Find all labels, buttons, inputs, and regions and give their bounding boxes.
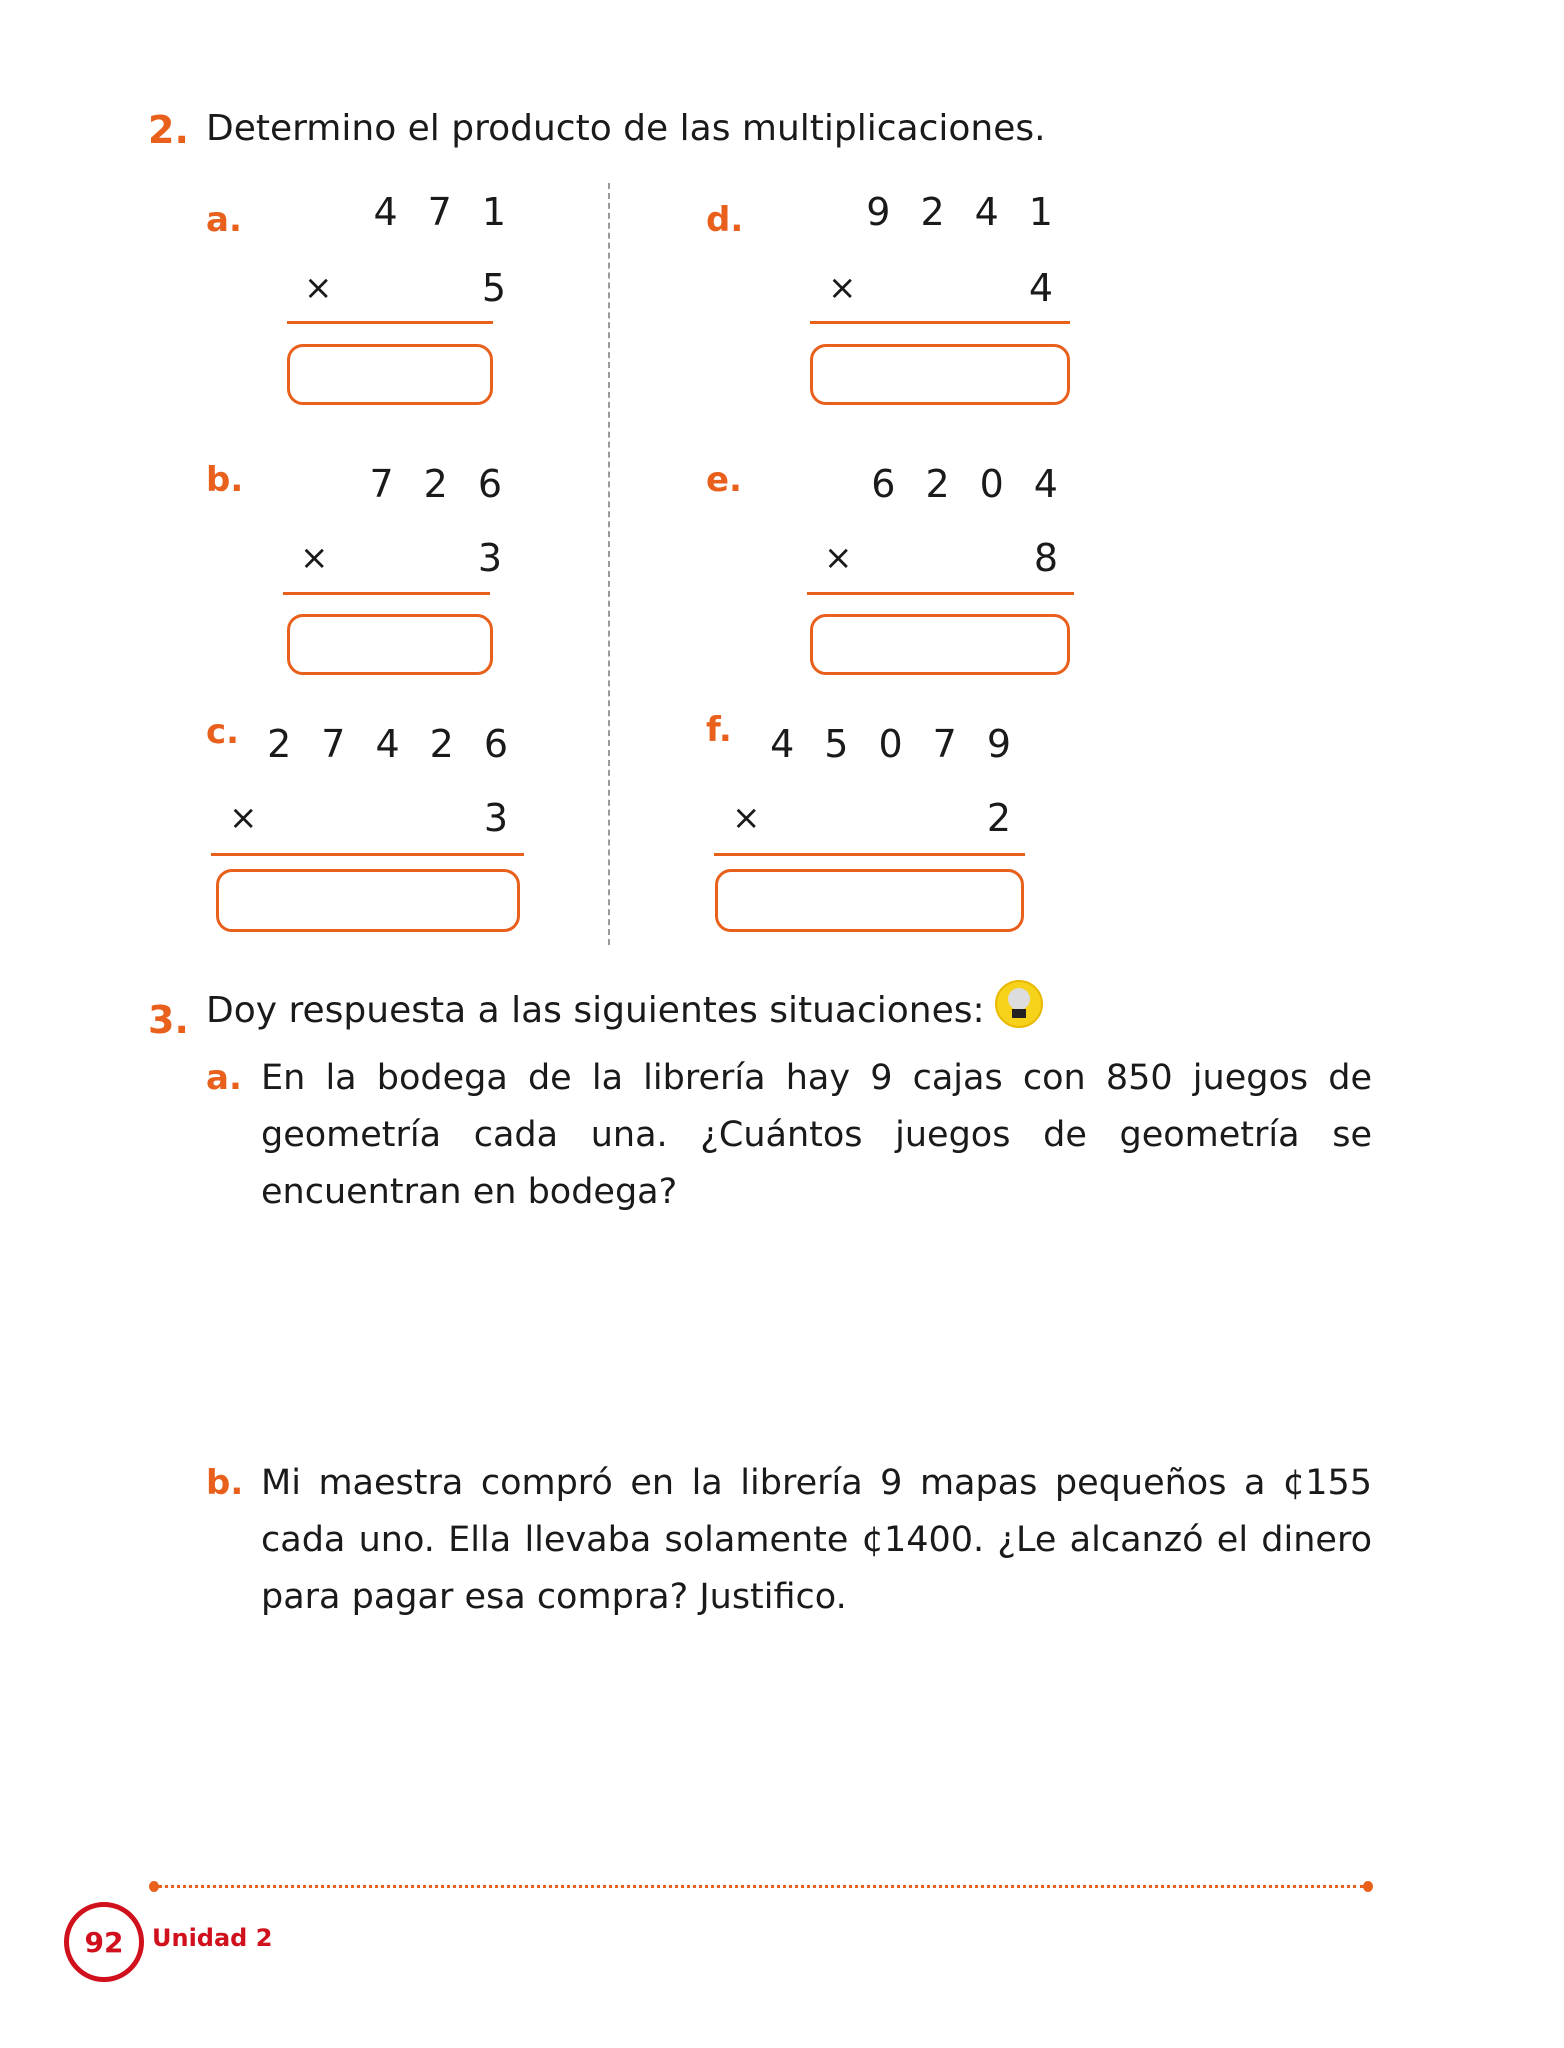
multiplier: 3 [483, 796, 538, 840]
lightbulb-icon [995, 980, 1043, 1028]
times-sign: × [304, 268, 333, 308]
multiplicand: 471 [373, 190, 536, 234]
answer-box[interactable] [715, 869, 1024, 932]
problem-label: d. [706, 200, 744, 240]
multiplicand: 6204 [871, 462, 1088, 506]
sum-line [810, 321, 1070, 324]
sum-line [287, 321, 493, 324]
item-label: a. [206, 1058, 242, 1098]
page-number-badge [64, 1902, 144, 1982]
page-number: 92 [84, 1925, 124, 1959]
problem-label: c. [206, 712, 240, 752]
multiplicand: 726 [369, 462, 532, 506]
column-divider [608, 183, 610, 945]
answer-box[interactable] [216, 869, 520, 932]
section-2-number: 2. [148, 108, 189, 152]
sum-line [714, 853, 1025, 856]
section-3-number: 3. [148, 998, 189, 1042]
multiplicand: 27426 [267, 722, 538, 766]
section-3-instruction: Doy respuesta a las siguientes situaciones: [206, 990, 985, 1031]
answer-box[interactable] [287, 344, 493, 405]
answer-box[interactable] [810, 344, 1070, 405]
multiplier: 5 [481, 266, 536, 310]
answer-box[interactable] [287, 614, 493, 675]
multiplier: 4 [1028, 266, 1083, 310]
multiplicand: 45079 [770, 722, 1041, 766]
sum-line [807, 592, 1074, 595]
multiplier: 8 [1033, 536, 1088, 580]
problem-label: b. [206, 460, 244, 500]
multiplier: 2 [986, 796, 1041, 840]
problem-text-b: Mi maestra compró en la librería 9 mapas pequeños a ¢155 cada uno. Ella llevaba solamente ¢1400. ¿Le alcanzó el dinero para pagar esa compra? Justifico. [261, 1463, 1372, 1617]
sum-line [211, 853, 524, 856]
times-sign: × [828, 268, 857, 308]
section-3-heading [206, 990, 1043, 1031]
multiplier: 3 [477, 536, 532, 580]
times-sign: × [229, 798, 258, 838]
times-sign: × [300, 538, 329, 578]
times-sign: × [732, 798, 761, 838]
multiplicand: 9241 [866, 190, 1083, 234]
problem-label: f. [706, 710, 732, 750]
problem-label: e. [706, 460, 742, 500]
answer-box[interactable] [810, 614, 1070, 675]
footer-line-dot [1363, 1881, 1373, 1892]
problem-text-a: En la bodega de la librería hay 9 cajas con 850 juegos de geometría cada una. ¿Cuántos juegos de geometría se encuentran en bodega? [261, 1058, 1372, 1212]
footer-dotted-line [158, 1885, 1364, 1888]
problem-label: a. [206, 200, 242, 240]
item-label: b. [206, 1463, 244, 1503]
section-2-instruction: Determino el producto de las multiplicaciones. [206, 108, 1046, 149]
unit-label: Unidad 2 [152, 1924, 273, 1952]
sum-line [283, 592, 490, 595]
times-sign: × [824, 538, 853, 578]
